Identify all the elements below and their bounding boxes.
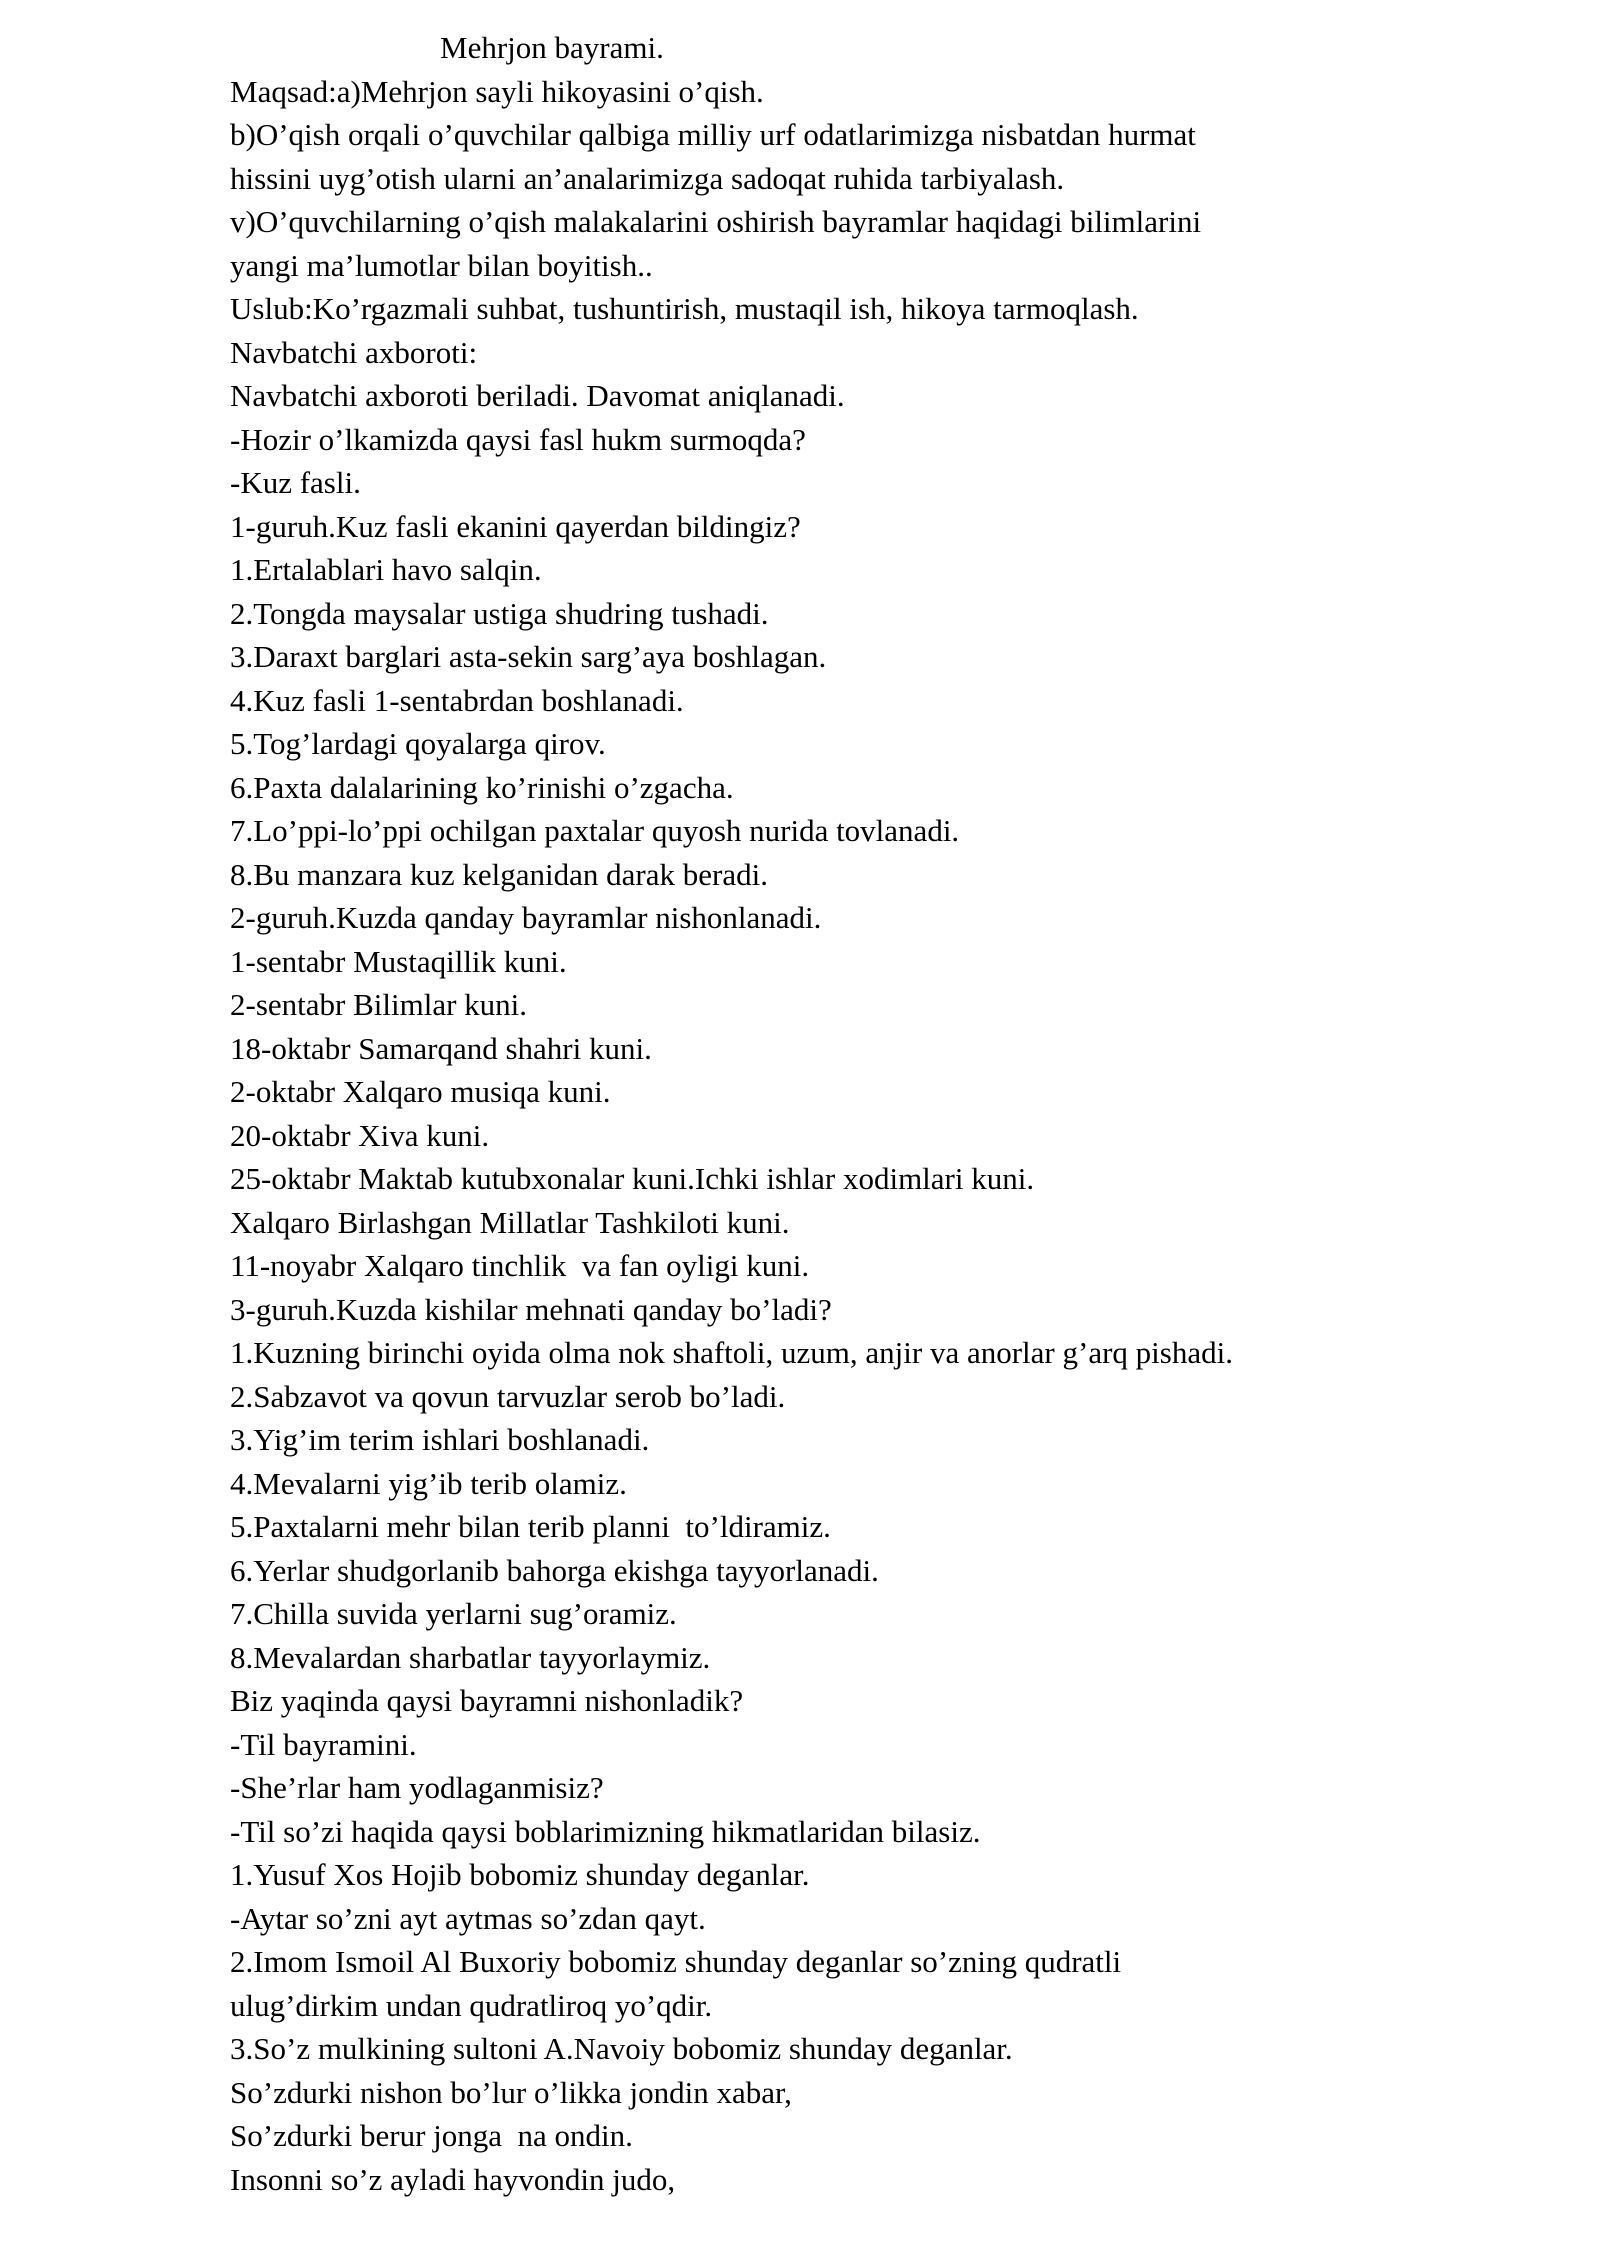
- text-line: Xalqaro Birlashgan Millatlar Tashkiloti kuni.: [230, 1204, 790, 1240]
- text-line: 8.Mevalardan sharbatlar tayyorlaymiz.: [230, 1639, 711, 1675]
- text-line: 11-noyabr Xalqaro tinchlik va fan oyligi kuni.: [230, 1248, 810, 1283]
- text-line: 2-guruh.Kuzda qanday bayramlar nishonlanadi.: [230, 900, 822, 935]
- text-line: Uslub:Ko’rgazmali suhbat, tushuntirish, mustaqil ish, hikoya tarmoqlash.: [230, 291, 1139, 326]
- text-line: 2.Sabzavot va qovun tarvuzlar serob bo’ladi.: [230, 1378, 786, 1414]
- text-line: hissini uyg’otish ularni an’analarimizga sadoqat ruhida tarbiyalash.: [230, 160, 1065, 196]
- text-line: 18-oktabr Samarqand shahri kuni.: [230, 1030, 652, 1066]
- text-line: 6.Paxta dalalarining ko’rinishi o’zgacha.: [230, 769, 734, 805]
- text-line: 3.Yig’im terim ishlari boshlanadi.: [230, 1422, 650, 1457]
- text-line: Navbatchi axboroti beriladi. Davomat aniqlanadi.: [230, 378, 845, 413]
- text-line: 2.Imom Ismoil Al Buxoriy bobomiz shunday deganlar so’zning qudratli: [230, 1944, 1122, 1979]
- text-line: v)O’quvchilarning o’qish malakalarini oshirish bayramlar haqidagi bilimlarini: [230, 204, 1202, 239]
- text-line: 3.Daraxt barglari asta-sekin sarg’aya boshlagan.: [230, 639, 827, 674]
- text-line: 4.Kuz fasli 1-sentabrdan boshlanadi.: [230, 682, 684, 718]
- text-line: 7.Lo’ppi-lo’ppi ochilgan paxtalar quyosh nurida tovlanadi.: [230, 813, 960, 848]
- text-line: yangi ma’lumotlar bilan boyitish..: [230, 247, 653, 283]
- text-line: -Aytar so’zni ayt aytmas so’zdan qayt.: [230, 1900, 706, 1936]
- text-line: Insonni so’z ayladi hayvondin judo,: [230, 2161, 676, 2197]
- text-line: -Til so’zi haqida qaysi boblarimizning hikmatlaridan bilasiz.: [230, 1813, 981, 1849]
- text-line: Navbatchi axboroti:: [230, 334, 478, 370]
- text-line: So’zdurki nishon bo’lur o’likka jondin xabar,: [230, 2074, 792, 2110]
- text-line: ulug’dirkim undan qudratliroq yo’qdir.: [230, 1987, 713, 2023]
- text-line: 5.Paxtalarni mehr bilan terib planni to’ldiramiz.: [230, 1509, 831, 1544]
- text-line: -Hozir o’lkamizda qaysi fasl hukm surmoqda?: [230, 421, 806, 457]
- text-line: 2-oktabr Xalqaro musiqa kuni.: [230, 1074, 611, 1109]
- text-line: -Til bayramini.: [230, 1726, 417, 1762]
- text-line: 20-oktabr Xiva kuni.: [230, 1117, 490, 1153]
- text-line: Maqsad:a)Mehrjon sayli hikoyasini o’qish.: [230, 73, 764, 109]
- text-line: 25-oktabr Maktab kutubxonalar kuni.Ichki ishlar xodimlari kuni.: [230, 1161, 1035, 1196]
- text-line: 2.Tongda maysalar ustiga shudring tushadi.: [230, 595, 769, 631]
- document-title: Mehrjon bayrami.: [440, 30, 664, 65]
- text-line: 3.So’z mulkining sultoni A.Navoiy bobomiz shunday deganlar.: [230, 2031, 1013, 2066]
- text-line: Biz yaqinda qaysi bayramni nishonladik?: [230, 1683, 744, 1718]
- text-line: -Kuz fasli.: [230, 465, 361, 500]
- text-line: So’zdurki berur jonga na ondin.: [230, 2118, 633, 2153]
- text-line: 1.Kuzning birinchi oyida olma nok shaftoli, uzum, anjir va anorlar g’arq pishadi.: [230, 1335, 1233, 1370]
- text-line: 1-sentabr Mustaqillik kuni.: [230, 943, 567, 979]
- text-line: b)O’qish orqali o’quvchilar qalbiga milliy urf odatlarimizga nisbatdan hurmat: [230, 117, 1196, 152]
- text-line: 7.Chilla suvida yerlarni sug’oramiz.: [230, 1596, 677, 1631]
- text-line: -She’rlar ham yodlaganmisiz?: [230, 1770, 604, 1805]
- text-line: 6.Yerlar shudgorlanib bahorga ekishga tayyorlanadi.: [230, 1552, 879, 1588]
- text-line: 4.Mevalarni yig’ib terib olamiz.: [230, 1465, 627, 1501]
- text-line: 5.Tog’lardagi qoyalarga qirov.: [230, 726, 606, 761]
- text-line: 1-guruh.Kuz fasli ekanini qayerdan bildingiz?: [230, 508, 801, 544]
- text-line: 1.Ertalablari havo salqin.: [230, 552, 542, 587]
- text-line: 2-sentabr Bilimlar kuni.: [230, 987, 528, 1022]
- text-line: 1.Yusuf Xos Hojib bobomiz shunday deganlar.: [230, 1857, 810, 1892]
- text-line: 8.Bu manzara kuz kelganidan darak beradi.: [230, 856, 768, 892]
- document-body: [230, 70, 1570, 2202]
- text-line: 3-guruh.Kuzda kishilar mehnati qanday bo’ladi?: [230, 1291, 832, 1327]
